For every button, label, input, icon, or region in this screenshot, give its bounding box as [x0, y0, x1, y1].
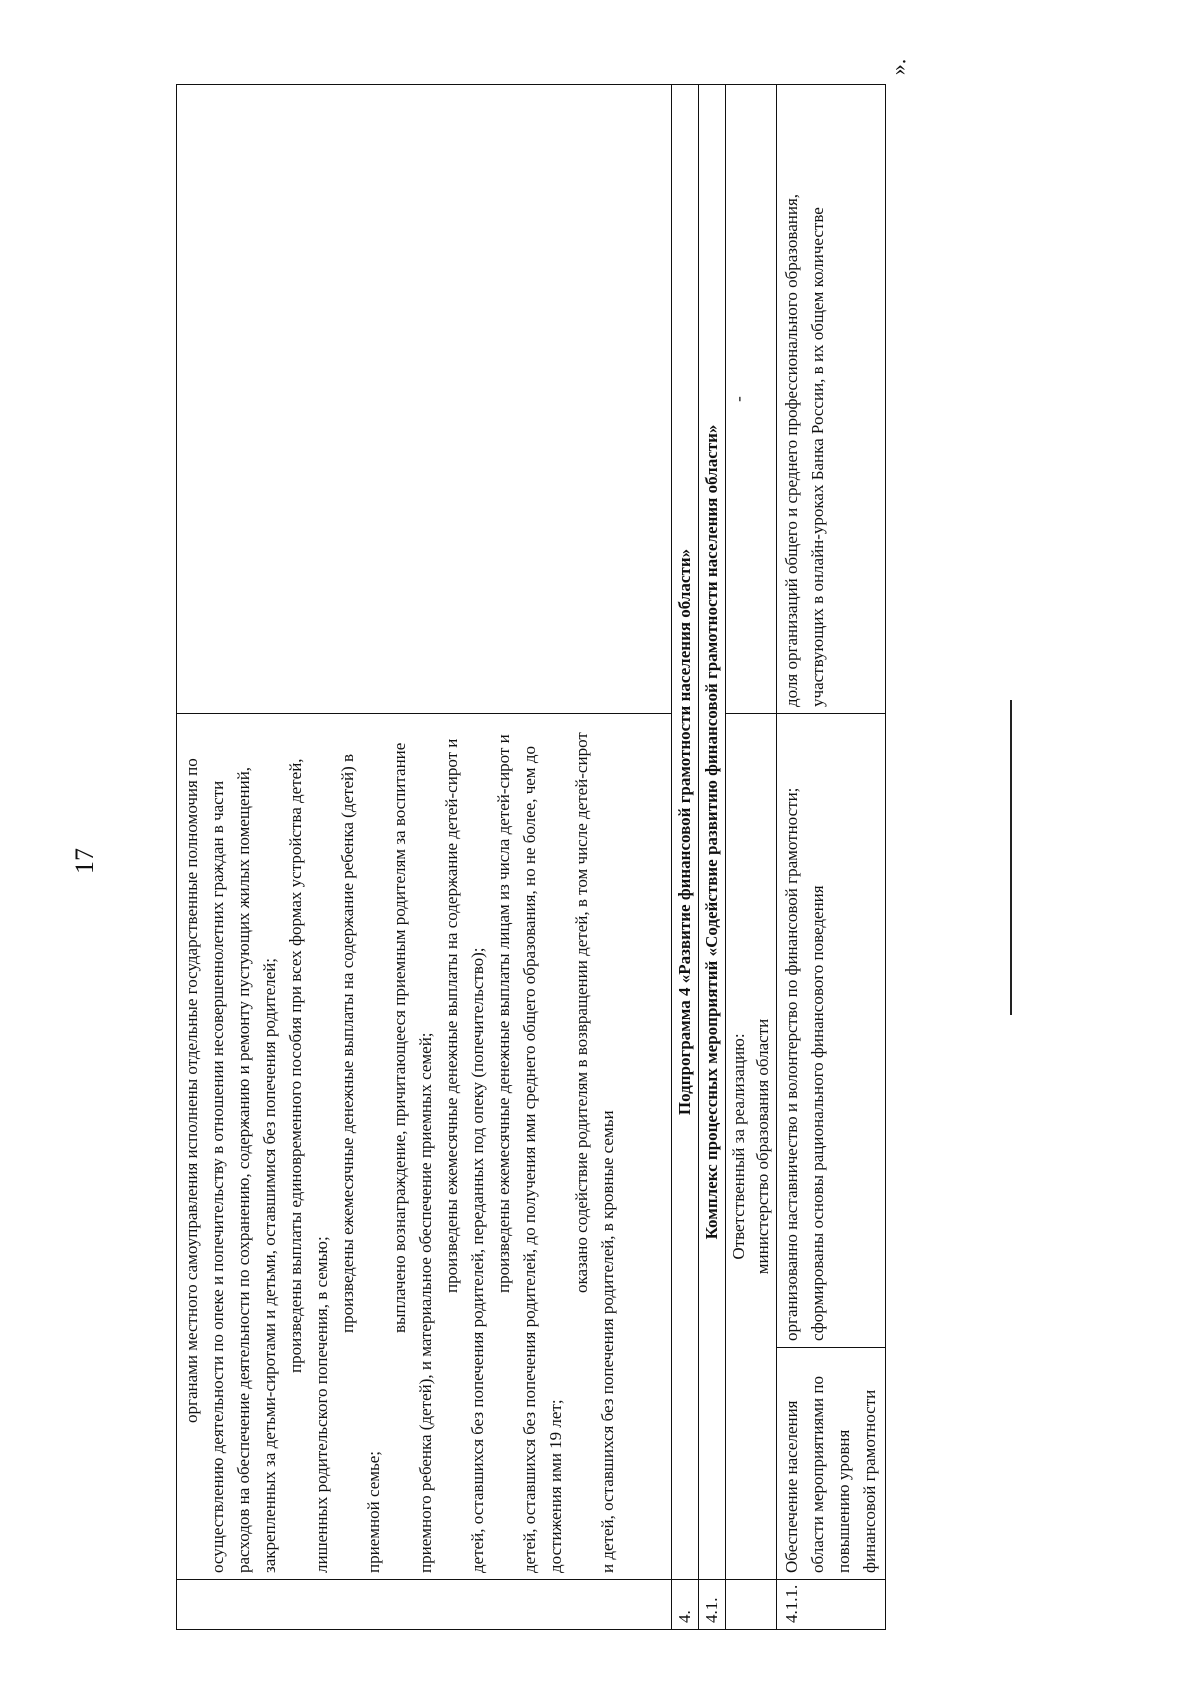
empty-cell [177, 1580, 672, 1630]
table-row [672, 84, 699, 1629]
row-number: 4.1. [699, 1580, 726, 1630]
complex-title: Комплекс процессных мероприятий «Содействие развитию финансовой грамотности населения области» [699, 84, 726, 1579]
table-row [699, 84, 726, 1629]
paragraph: произведены ежемесячные денежные выплаты лицам из числа детей-сирот и детей, оставшихся без попечения родителей, до получения ими среднего общего образования, но не более, чем до достижения ими 19 лет; [494, 734, 565, 1573]
page-number: 17 [70, 848, 99, 874]
empty-cell [726, 1580, 777, 1630]
program-table [176, 84, 886, 1630]
separator-line [1010, 700, 1012, 1015]
task-name: Обеспечение населения области мероприятиями по повышению уровня финансовой грамотности [777, 1348, 886, 1580]
table-row [726, 84, 777, 1629]
row-number: 4. [672, 1580, 699, 1630]
paragraph: выплачено вознаграждение, причитающееся приемным родителям за воспитание приемного ребенка (детей), и материальное обеспечение приемных семей; [390, 742, 435, 1573]
results-text-cell [177, 713, 672, 1579]
responsible-value: министерство образования области [753, 1018, 772, 1275]
paragraph: произведены ежемесячные денежные выплаты на содержание детей-сирот и детей, оставшихся без попечения родителей, переданных под опеку (попечительство); [442, 738, 487, 1573]
paragraph: оказано содействие родителям в возвращении детей, в том числе детей-сирот и детей, оставшихся без попечения родителей, в кровные семьи [572, 732, 617, 1573]
row-number: 4.1.1. [777, 1580, 886, 1630]
responsible-label: Ответственный за реализацию: [729, 1033, 748, 1260]
rotated-table-container [176, 85, 914, 1630]
responsible-cell [726, 713, 777, 1579]
paragraph: органами местного самоуправления исполнены отдельные государственные полномочия по осуществлению деятельности по опеке и попечительству в отношении несовершеннолетних граждан в части расходов на обеспечение деятельности по сохранению, содержанию и ремонту пустующих жилых помещений, закрепленных за детьми-сиротами и детьми, оставшимися без попечения родителей; [182, 758, 279, 1573]
table-row [777, 84, 886, 1629]
subprogram-title: Подпрограмма 4 «Развитие финансовой грамотности населения области» [672, 84, 699, 1579]
task-indicator: доля организаций общего и среднего профессионального образования, участвующих в онлайн-уроках Банка России, в их общем количестве [777, 84, 886, 713]
paragraph: произведены выплаты единовременного пособия при всех формах устройства детей, лишенных родительского попечения, в семью; [286, 758, 331, 1573]
responsible-dash: - [726, 84, 777, 713]
paragraph: произведены ежемесячные денежные выплаты на содержание ребенка (детей) в приемной семье; [338, 753, 383, 1573]
closing-quote: ». [885, 58, 911, 76]
task-result: организованно наставничество и волонтерство по финансовой грамотности; сформированы основы рационального финансового поведения [777, 713, 886, 1347]
table-row [177, 84, 672, 1629]
empty-cell [177, 84, 672, 713]
